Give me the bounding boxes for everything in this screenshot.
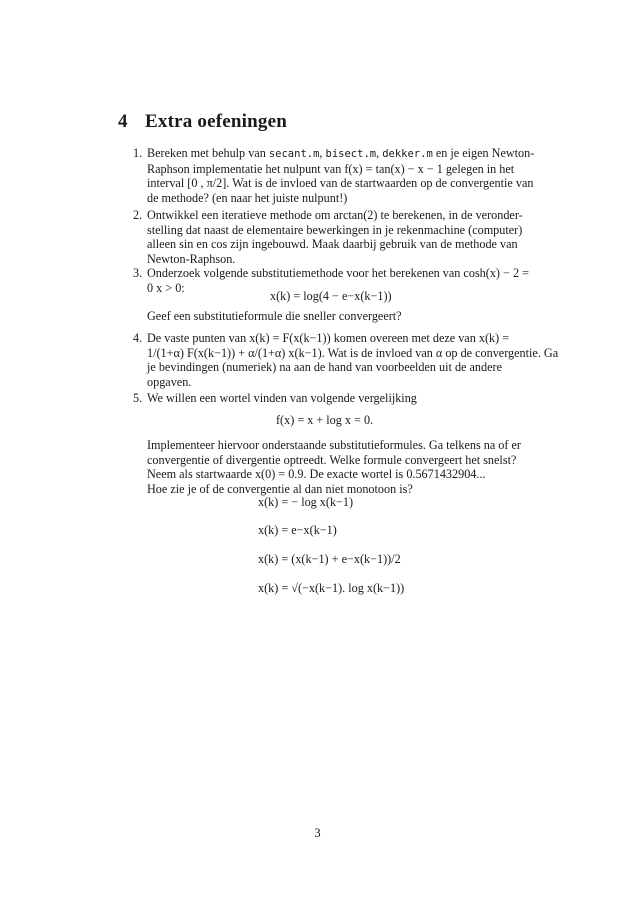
exercise-number: 3. — [133, 266, 143, 280]
exercise-number: 4. — [133, 331, 143, 345]
exercise-4-line-1: De vaste punten van x(k) = F(x(k−1)) komen overeen met deze van x(k) = — [147, 331, 510, 345]
section-title: Extra oefeningen — [145, 111, 287, 132]
exercise-5-after-1: Implementeer hiervoor onderstaande substitutieformules. Ga telkens na of er — [147, 438, 521, 452]
exercise-number: 2. — [133, 208, 143, 222]
section-number: 4 — [118, 111, 128, 132]
exercise-3-followup: Geef een substitutieformule die sneller convergeert? — [147, 309, 402, 323]
exercise-4-line-3: je bevindingen (numeriek) na aan de hand van voorbeelden uit de andere — [147, 360, 502, 375]
exercise-5-line-1: We willen een wortel vinden van volgende vergelijking — [147, 391, 417, 405]
page-number: 3 — [314, 826, 321, 840]
exercise-4 — [133, 331, 559, 389]
exercise-1 — [133, 146, 535, 205]
section-heading — [118, 111, 287, 133]
exercise-5-after-2: convergentie of divergentie optreedt. Welke formule convergeert het snelst? — [147, 452, 517, 467]
exercise-number: 1. — [133, 146, 143, 160]
exercise-2-line-2: stelling dat naast de elementaire bewerkingen in je rekenmachine (computer) — [147, 222, 523, 237]
exercise-3-line-2: 0 x > 0: — [147, 280, 185, 295]
exercise-5-after-4: Hoe zie je of de convergentie al dan niet monotoon is? — [147, 481, 413, 496]
exercise-1-line-2: Raphson implementatie het nulpunt van f(x) = tan(x) − x − 1 gelegen in het — [147, 161, 515, 176]
exercise-5-after-3: Neem als startwaarde x(0) = 0.9. De exacte wortel is 0.5671432904... — [147, 467, 486, 482]
substitution-formula-1: x(k) = − log x(k−1) — [258, 495, 354, 509]
exercise-2-line-1: Ontwikkel een iteratieve methode om arctan(2) te berekenen, in de veronder- — [147, 208, 523, 222]
exercise-5-equation: f(x) = x + log x = 0. — [276, 413, 374, 427]
substitution-formula-4: x(k) = √(−x(k−1). log x(k−1)) — [258, 581, 405, 595]
exercise-2-line-3: alleen sin en cos zijn ingebouwd. Maak daarbij gebruik van de methode van — [147, 237, 518, 252]
exercise-2 — [133, 208, 523, 266]
exercise-4-line-4: opgaven. — [147, 374, 192, 389]
exercise-1-line-3: interval [0 , π/2]. Wat is de invloed van de startwaarden op de convergentie van — [147, 176, 534, 191]
substitution-formula-3: x(k) = (x(k−1) + e−x(k−1))/2 — [258, 552, 401, 566]
exercise-1-line-4: de methode? (en naar het juiste nulpunt!) — [147, 190, 348, 205]
exercise-5-instructions — [133, 438, 521, 496]
exercise-2-line-4: Newton-Raphson. — [147, 251, 236, 266]
exercise-3-formula: x(k) = log(4 − e−x(k−1)) — [270, 289, 392, 303]
exercise-4-line-2: 1/(1+α) F(x(k−1)) + α/(1+α) x(k−1). Wat is de invloed van α op de convergentie. Ga — [147, 345, 559, 360]
exercise-number: 5. — [133, 391, 143, 405]
exercise-3-line-1: Onderzoek volgende substitutiemethode voor het berekenen van cosh(x) − 2 = — [147, 266, 529, 280]
substitution-formula-2: x(k) = e−x(k−1) — [258, 523, 337, 537]
exercise-5 — [133, 391, 507, 406]
exercise-1-line-1: Bereken met behulp van secant.m, bisect.m, dekker.m en je eigen Newton- — [147, 146, 535, 160]
